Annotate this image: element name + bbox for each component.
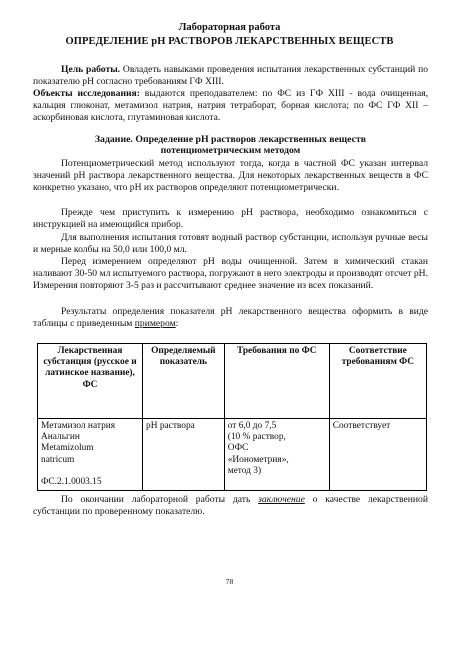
header-compliance: Соответствие требованиям ФС [329, 344, 426, 419]
cell-compliance: Соответствует [329, 419, 426, 491]
task-heading-line2: потенциометрическим методом [160, 145, 301, 157]
ph-results-table [37, 343, 427, 491]
substance-name-latin-1: Metamizolum [41, 443, 94, 454]
paragraph-instruction: Прежде чем приступить к измерению рН раствора, необходимо ознакомиться с инструкцией на имеющийся прибор. [33, 207, 428, 231]
results-paragraph [33, 306, 428, 330]
goal-label: Цель работы. [61, 64, 121, 75]
cell-substance [38, 419, 143, 491]
objects-text: выдаются преподавателем: по ФС из ГФ XIII - вода очищенная, кальция глюконат, метамизол натрия, натрия тетраборат, борная кислота; по ФС ГФ XII – аскорбиновая кислота, глутаминовая кислота. [33, 88, 429, 124]
substance-synonym: Анальгин [41, 432, 80, 443]
objects-paragraph [33, 88, 428, 125]
results-tail: : [175, 318, 179, 330]
requirement-line-2: (10 % раствор, [227, 432, 286, 443]
conclusion-pre: По окончании лабораторной работы дать [61, 494, 259, 505]
lab-work-subtitle: Лабораторная работа [178, 22, 281, 33]
objects-label: Объекты исследования: [33, 88, 140, 99]
task-heading [33, 134, 428, 157]
goal-paragraph [33, 64, 428, 88]
paragraph-measurement: Перед измерением определяют рН воды очищенной. Затем в химический стакан наливают 30-50 мл испытуемого раствора, погружают в него электроды и производят отсчет рН. Измерения повторяют 3-5 раз и рассчитывают среднее значение из всех показаний. [33, 256, 428, 292]
cell-requirements [224, 419, 329, 491]
table-row [38, 419, 427, 491]
header-indicator: Определяемый показатель [143, 344, 225, 419]
substance-name-ru: Метамизол натрия [41, 421, 116, 431]
conclusion-paragraph [33, 494, 428, 518]
conclusion-post: о качестве лекарственной субстанции по проверенному показателю. [33, 494, 428, 518]
results-text: Результаты определения показателя рН лекарственного вещества оформить в виде таблицы с приведенным [33, 306, 428, 330]
goal-text: Овладеть навыками проведения испытания лекарственных субстанций по показателю рН согласно требованиям ГФ XIII. [33, 64, 428, 88]
paragraph-preparation: Для выполнения испытания готовят водный раствор субстанции, используя ручные весы и мерные колбы на 50,0 или 100,0 мл. [33, 232, 428, 256]
substance-fs: ФС.2.1.0003.15 [41, 476, 102, 487]
header-substance: Лекарственная субстанция (русское и латинское название), ФС [38, 344, 143, 419]
requirement-line-1: от 6,0 до 7,5 [227, 421, 277, 431]
example-link[interactable]: примером [134, 318, 176, 330]
task-heading-line1: Задание. Определение рН растворов лекарственных веществ [94, 134, 367, 145]
lab-work-title: ОПРЕДЕЛЕНИЕ рН РАСТВОРОВ ЛЕКАРСТВЕННЫХ ВЕЩЕСТВ [65, 36, 394, 47]
requirement-line-3: ОФС [227, 443, 249, 454]
conclusion-link[interactable]: заключение [258, 494, 305, 505]
page-number: 78 [225, 577, 234, 586]
cell-indicator: рН раствора [143, 419, 225, 491]
requirement-line-4: «Ионометрия», [227, 454, 289, 465]
table-header-row [38, 344, 427, 419]
header-requirements: Требования по ФС [224, 344, 329, 419]
requirement-line-5: метод 3) [227, 465, 262, 476]
paragraph-potentiometric: Потенциометрический метод используют тогда, когда в частной ФС указан интервал значений рН раствора лекарственного вещества. Для некоторых лекарственных веществ в ФС конкретно указано, что рН их растворов определяют потенциометрически. [33, 158, 428, 194]
substance-name-latin-2: natricum [41, 454, 75, 465]
